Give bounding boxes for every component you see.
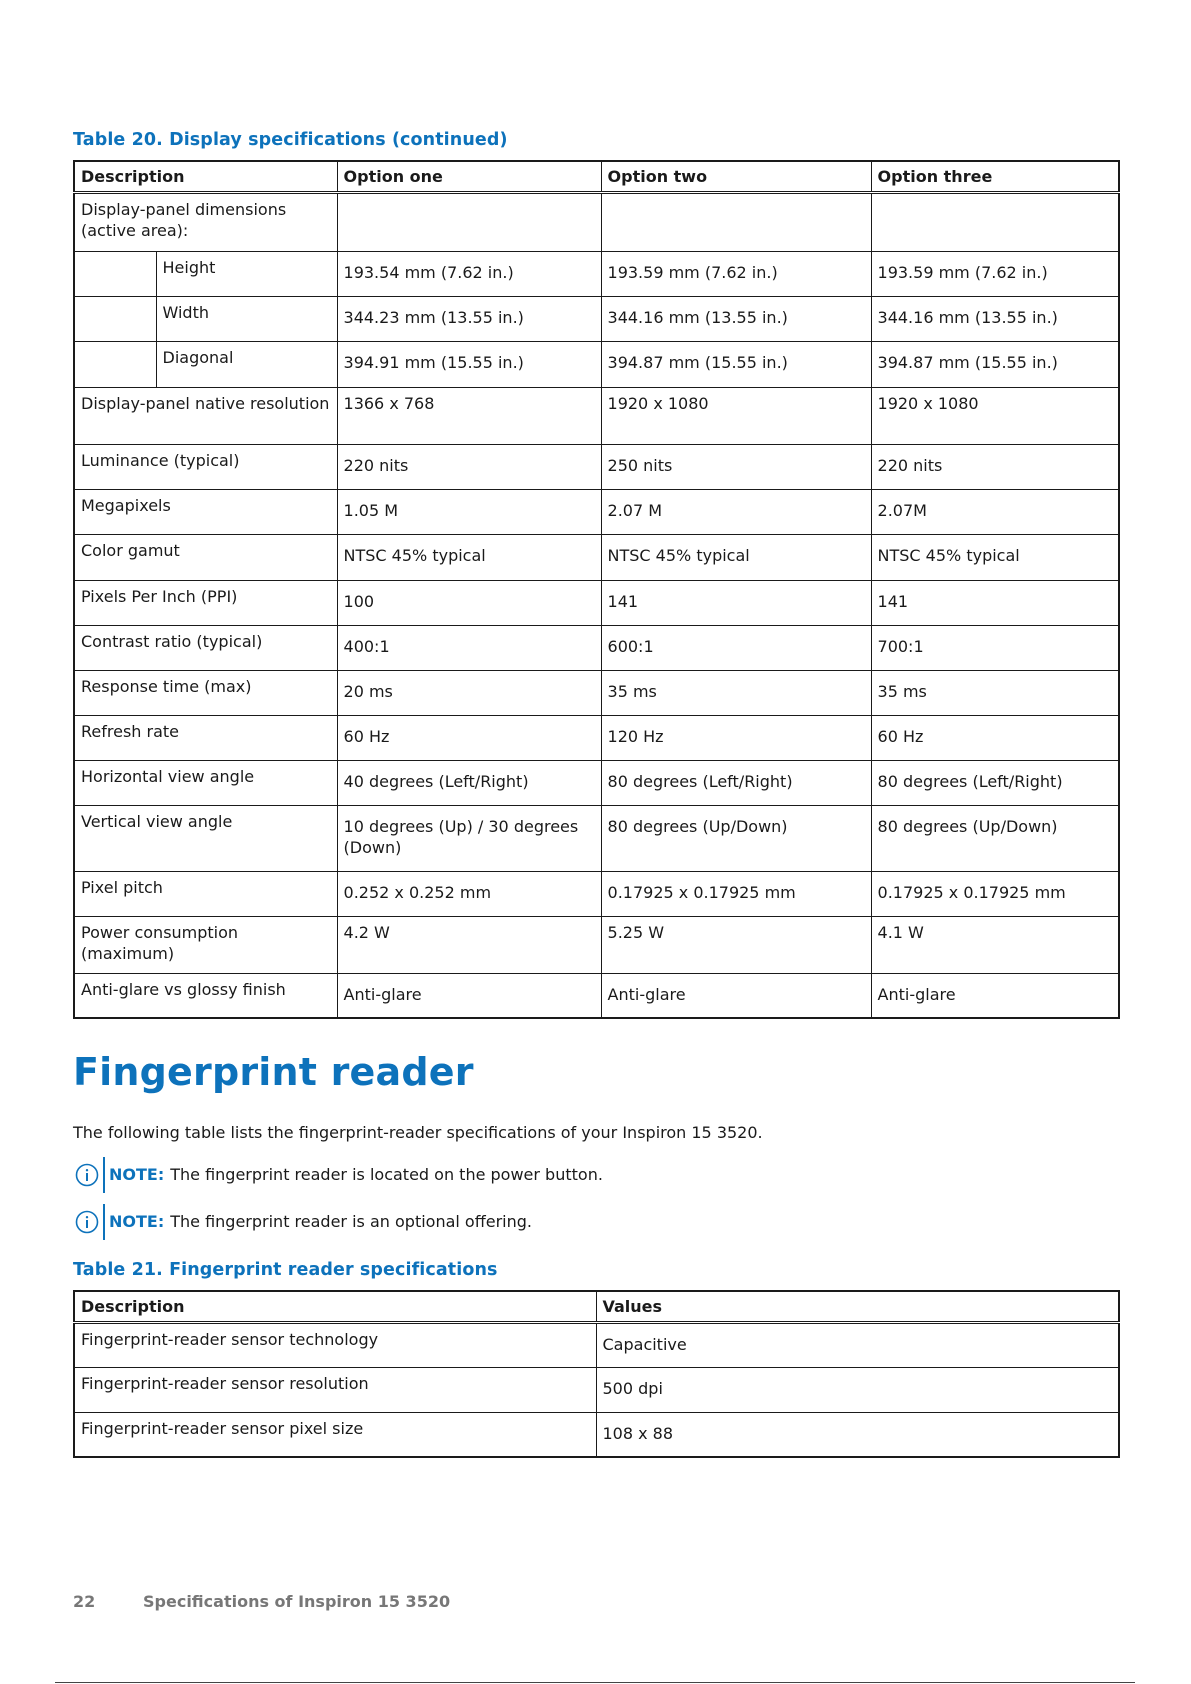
cell-value: 120 Hz [601, 715, 871, 760]
fingerprint-reader-table [73, 1290, 1120, 1458]
cell-value: 700:1 [871, 625, 1119, 670]
cell-value: 1.05 M [337, 489, 601, 534]
note-bar [103, 1157, 105, 1193]
note-bar [103, 1204, 105, 1240]
table-row [74, 715, 1119, 760]
cell-value: 250 nits [601, 444, 871, 489]
cell-value: 80 degrees (Left/Right) [871, 760, 1119, 805]
cell-value: 35 ms [871, 670, 1119, 715]
row-description: Luminance (typical) [74, 444, 337, 489]
dimensions-label: Display-panel dimensions (active area): [74, 192, 337, 251]
table-row [74, 760, 1119, 805]
row-description: Color gamut [74, 534, 337, 580]
cell-value: 344.16 mm (13.55 in.) [601, 296, 871, 341]
empty-cell [74, 341, 156, 387]
cell-value: 344.16 mm (13.55 in.) [871, 296, 1119, 341]
cell-value: 80 degrees (Up/Down) [871, 805, 1119, 871]
note-keyword: NOTE: [109, 1212, 165, 1231]
section-intro: The following table lists the fingerprint-reader specifications of your Inspiron 15 3520. [73, 1123, 763, 1142]
table-row [74, 871, 1119, 916]
table-row [74, 625, 1119, 670]
table-row [74, 387, 1119, 444]
footer-rule [55, 1682, 1135, 1683]
cell-value: NTSC 45% typical [337, 534, 601, 580]
row-description: Horizontal view angle [74, 760, 337, 805]
empty-cell [601, 192, 871, 251]
table-row [74, 192, 1119, 251]
cell-value: 40 degrees (Left/Right) [337, 760, 601, 805]
page-number: 22 [73, 1592, 96, 1611]
cell-value: 344.23 mm (13.55 in.) [337, 296, 601, 341]
cell-value: 100 [337, 580, 601, 625]
table-row [74, 670, 1119, 715]
row-description: Anti-glare vs glossy finish [74, 973, 337, 1018]
header-option-two: Option two [601, 161, 871, 192]
row-description: Refresh rate [74, 715, 337, 760]
cell-value: 394.87 mm (15.55 in.) [871, 341, 1119, 387]
row-description: Response time (max) [74, 670, 337, 715]
table-20-caption: Table 20. Display specifications (continued) [73, 130, 508, 150]
cell-value: 35 ms [601, 670, 871, 715]
row-description: Display-panel native resolution [74, 387, 337, 444]
cell-value: Anti-glare [601, 973, 871, 1018]
cell-value: 193.54 mm (7.62 in.) [337, 251, 601, 296]
row-description: Power consumption (maximum) [74, 916, 337, 973]
cell-value: 10 degrees (Up) / 30 degrees (Down) [337, 805, 601, 871]
cell-value: 108 x 88 [596, 1412, 1119, 1457]
cell-value: 0.17925 x 0.17925 mm [871, 871, 1119, 916]
row-description: Contrast ratio (typical) [74, 625, 337, 670]
cell-value: 394.91 mm (15.55 in.) [337, 341, 601, 387]
cell-value: 141 [871, 580, 1119, 625]
cell-value: 394.87 mm (15.55 in.) [601, 341, 871, 387]
row-description: Fingerprint-reader sensor technology [74, 1322, 596, 1367]
cell-value: 220 nits [871, 444, 1119, 489]
cell-value: 1920 x 1080 [871, 387, 1119, 444]
cell-value: Anti-glare [337, 973, 601, 1018]
header-values: Values [596, 1291, 1119, 1322]
header-description: Description [74, 161, 337, 192]
cell-value: 600:1 [601, 625, 871, 670]
table-row [74, 251, 1119, 296]
empty-cell [337, 192, 601, 251]
sub-label-height: Height [156, 251, 337, 296]
cell-value: 4.1 W [871, 916, 1119, 973]
table-21-caption: Table 21. Fingerprint reader specifications [73, 1260, 498, 1280]
cell-value: 0.252 x 0.252 mm [337, 871, 601, 916]
cell-value: Capacitive [596, 1322, 1119, 1367]
cell-value: 60 Hz [337, 715, 601, 760]
cell-value: 193.59 mm (7.62 in.) [871, 251, 1119, 296]
cell-value: 1920 x 1080 [601, 387, 871, 444]
cell-value: 220 nits [337, 444, 601, 489]
cell-value: 2.07 M [601, 489, 871, 534]
row-description: Megapixels [74, 489, 337, 534]
table-row [74, 444, 1119, 489]
header-description: Description [74, 1291, 596, 1322]
note-body: The fingerprint reader is an optional offering. [170, 1212, 532, 1231]
table-row [74, 296, 1119, 341]
row-description: Pixel pitch [74, 871, 337, 916]
header-option-three: Option three [871, 161, 1119, 192]
cell-value: NTSC 45% typical [871, 534, 1119, 580]
table-row [74, 1367, 1119, 1412]
cell-value: 141 [601, 580, 871, 625]
cell-value: 400:1 [337, 625, 601, 670]
empty-cell [74, 296, 156, 341]
cell-value: 20 ms [337, 670, 601, 715]
cell-value: 60 Hz [871, 715, 1119, 760]
row-description: Fingerprint-reader sensor pixel size [74, 1412, 596, 1457]
row-description: Vertical view angle [74, 805, 337, 871]
note-text [109, 1165, 603, 1184]
display-specifications-table [73, 160, 1120, 1019]
cell-value: 5.25 W [601, 916, 871, 973]
cell-value: NTSC 45% typical [601, 534, 871, 580]
sub-label-width: Width [156, 296, 337, 341]
table-row [74, 534, 1119, 580]
cell-value: 1366 x 768 [337, 387, 601, 444]
cell-value: 193.59 mm (7.62 in.) [601, 251, 871, 296]
table-row [74, 973, 1119, 1018]
footer-title: Specifications of Inspiron 15 3520 [143, 1592, 451, 1611]
table-row [74, 805, 1119, 871]
cell-value: 80 degrees (Left/Right) [601, 760, 871, 805]
table-row [74, 1412, 1119, 1457]
info-icon [75, 1210, 99, 1234]
cell-value: 80 degrees (Up/Down) [601, 805, 871, 871]
note-body: The fingerprint reader is located on the power button. [170, 1165, 603, 1184]
cell-value: 500 dpi [596, 1367, 1119, 1412]
table-row [74, 489, 1119, 534]
cell-value: 2.07M [871, 489, 1119, 534]
cell-value: Anti-glare [871, 973, 1119, 1018]
table-row [74, 1322, 1119, 1367]
table-row [74, 580, 1119, 625]
info-icon [75, 1163, 99, 1187]
empty-cell [871, 192, 1119, 251]
table-row [74, 916, 1119, 973]
section-title: Fingerprint reader [73, 1050, 474, 1094]
table-row [74, 341, 1119, 387]
note-keyword: NOTE: [109, 1165, 165, 1184]
note-text [109, 1212, 532, 1231]
row-description: Pixels Per Inch (PPI) [74, 580, 337, 625]
empty-cell [74, 251, 156, 296]
sub-label-diagonal: Diagonal [156, 341, 337, 387]
header-option-one: Option one [337, 161, 601, 192]
cell-value: 4.2 W [337, 916, 601, 973]
cell-value: 0.17925 x 0.17925 mm [601, 871, 871, 916]
row-description: Fingerprint-reader sensor resolution [74, 1367, 596, 1412]
